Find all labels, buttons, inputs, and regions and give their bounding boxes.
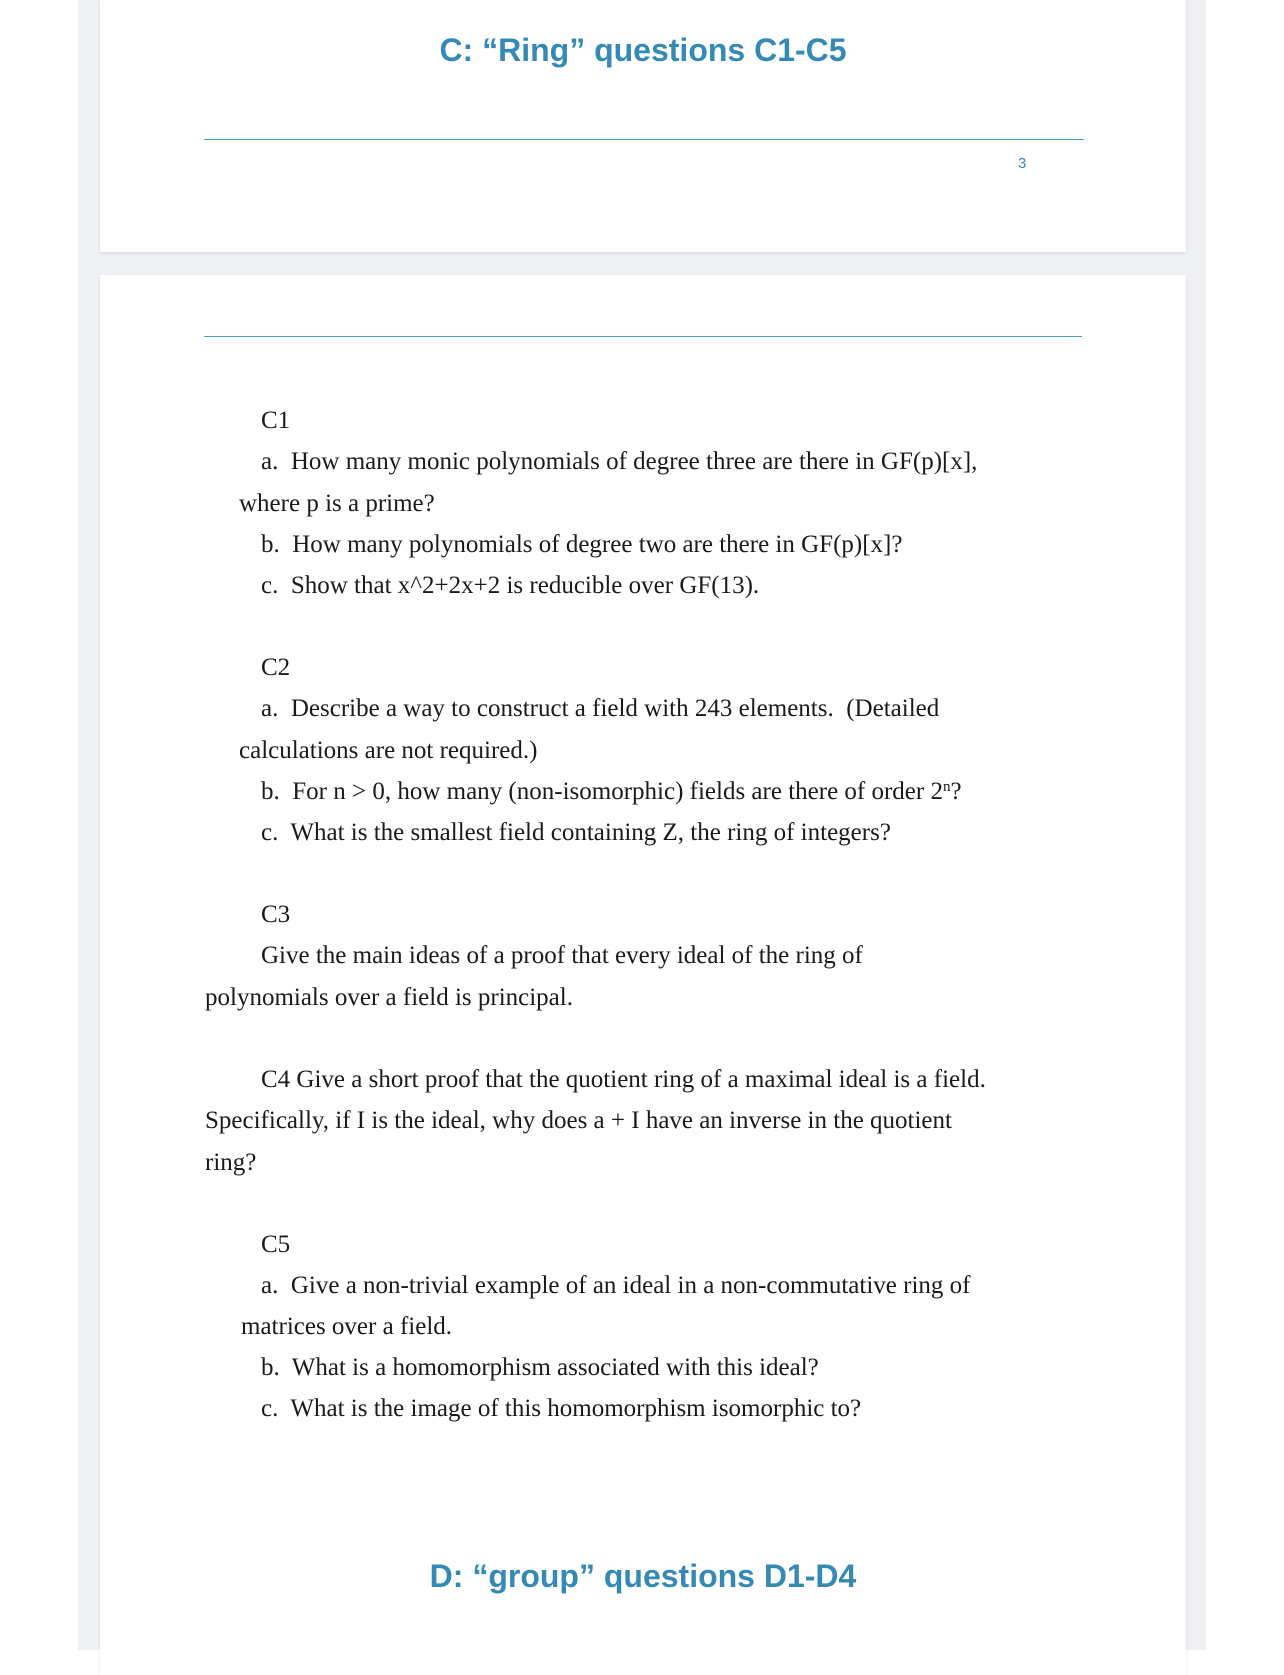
question-c1-b: b. How many polynomials of degree two are there in GF(p)[x]? (261, 531, 903, 558)
question-c2-a-line1: a. Describe a way to construct a field with 243 elements. (Detailed (261, 695, 940, 722)
question-c5-c: c. What is the image of this homomorphism isomorphic to? (261, 1395, 862, 1422)
question-c5-b: b. What is a homomorphism associated with this ideal? (261, 1354, 819, 1381)
question-c2-b-text: b. For n > 0, how many (non-isomorphic) fields are there of order 2 (261, 778, 943, 805)
section-heading-d: D: “group” questions D1-D4 (429, 1558, 857, 1594)
question-c4-line2: Specifically, if I is the ideal, why does a + I have an inverse in the quotient (205, 1107, 952, 1134)
page-number: 3 (1018, 155, 1027, 172)
question-c1-label: C1 (261, 407, 291, 434)
section-heading-c: C: “Ring” questions C1-C5 (439, 32, 847, 68)
question-c3-line1: Give the main ideas of a proof that every ideal of the ring of (261, 942, 863, 969)
question-c4-line3: ring? (205, 1149, 257, 1176)
page-4 (100, 275, 1186, 1675)
question-c2-b-exponent: n (942, 779, 951, 795)
footer-rule (204, 139, 1084, 140)
question-c2-a-line2: calculations are not required.) (239, 737, 538, 764)
question-c3-line2: polynomials over a field is principal. (205, 984, 573, 1011)
question-c4-line1: C4 Give a short proof that the quotient ring of a maximal ideal is a field. (261, 1066, 986, 1093)
page-3 (100, 0, 1186, 252)
question-c2-label: C2 (261, 654, 291, 681)
question-c2-b-suffix: ? (950, 778, 962, 805)
question-c2-c: c. What is the smallest field containing Z, the ring of integers? (261, 819, 891, 846)
question-c1-a-line1: a. How many monic polynomials of degree three are there in GF(p)[x], (261, 448, 978, 475)
question-c1-a-line2: where p is a prime? (239, 490, 435, 517)
question-c1-c: c. Show that x^2+2x+2 is reducible over GF(13). (261, 572, 760, 599)
question-c5-a-line1: a. Give a non-trivial example of an ideal in a non-commutative ring of (261, 1272, 971, 1299)
question-c5-label: C5 (261, 1231, 291, 1258)
question-c5-a-line2: matrices over a field. (241, 1313, 453, 1340)
question-c3-label: C3 (261, 901, 291, 928)
header-rule (204, 336, 1082, 337)
question-c2-b (261, 777, 962, 807)
